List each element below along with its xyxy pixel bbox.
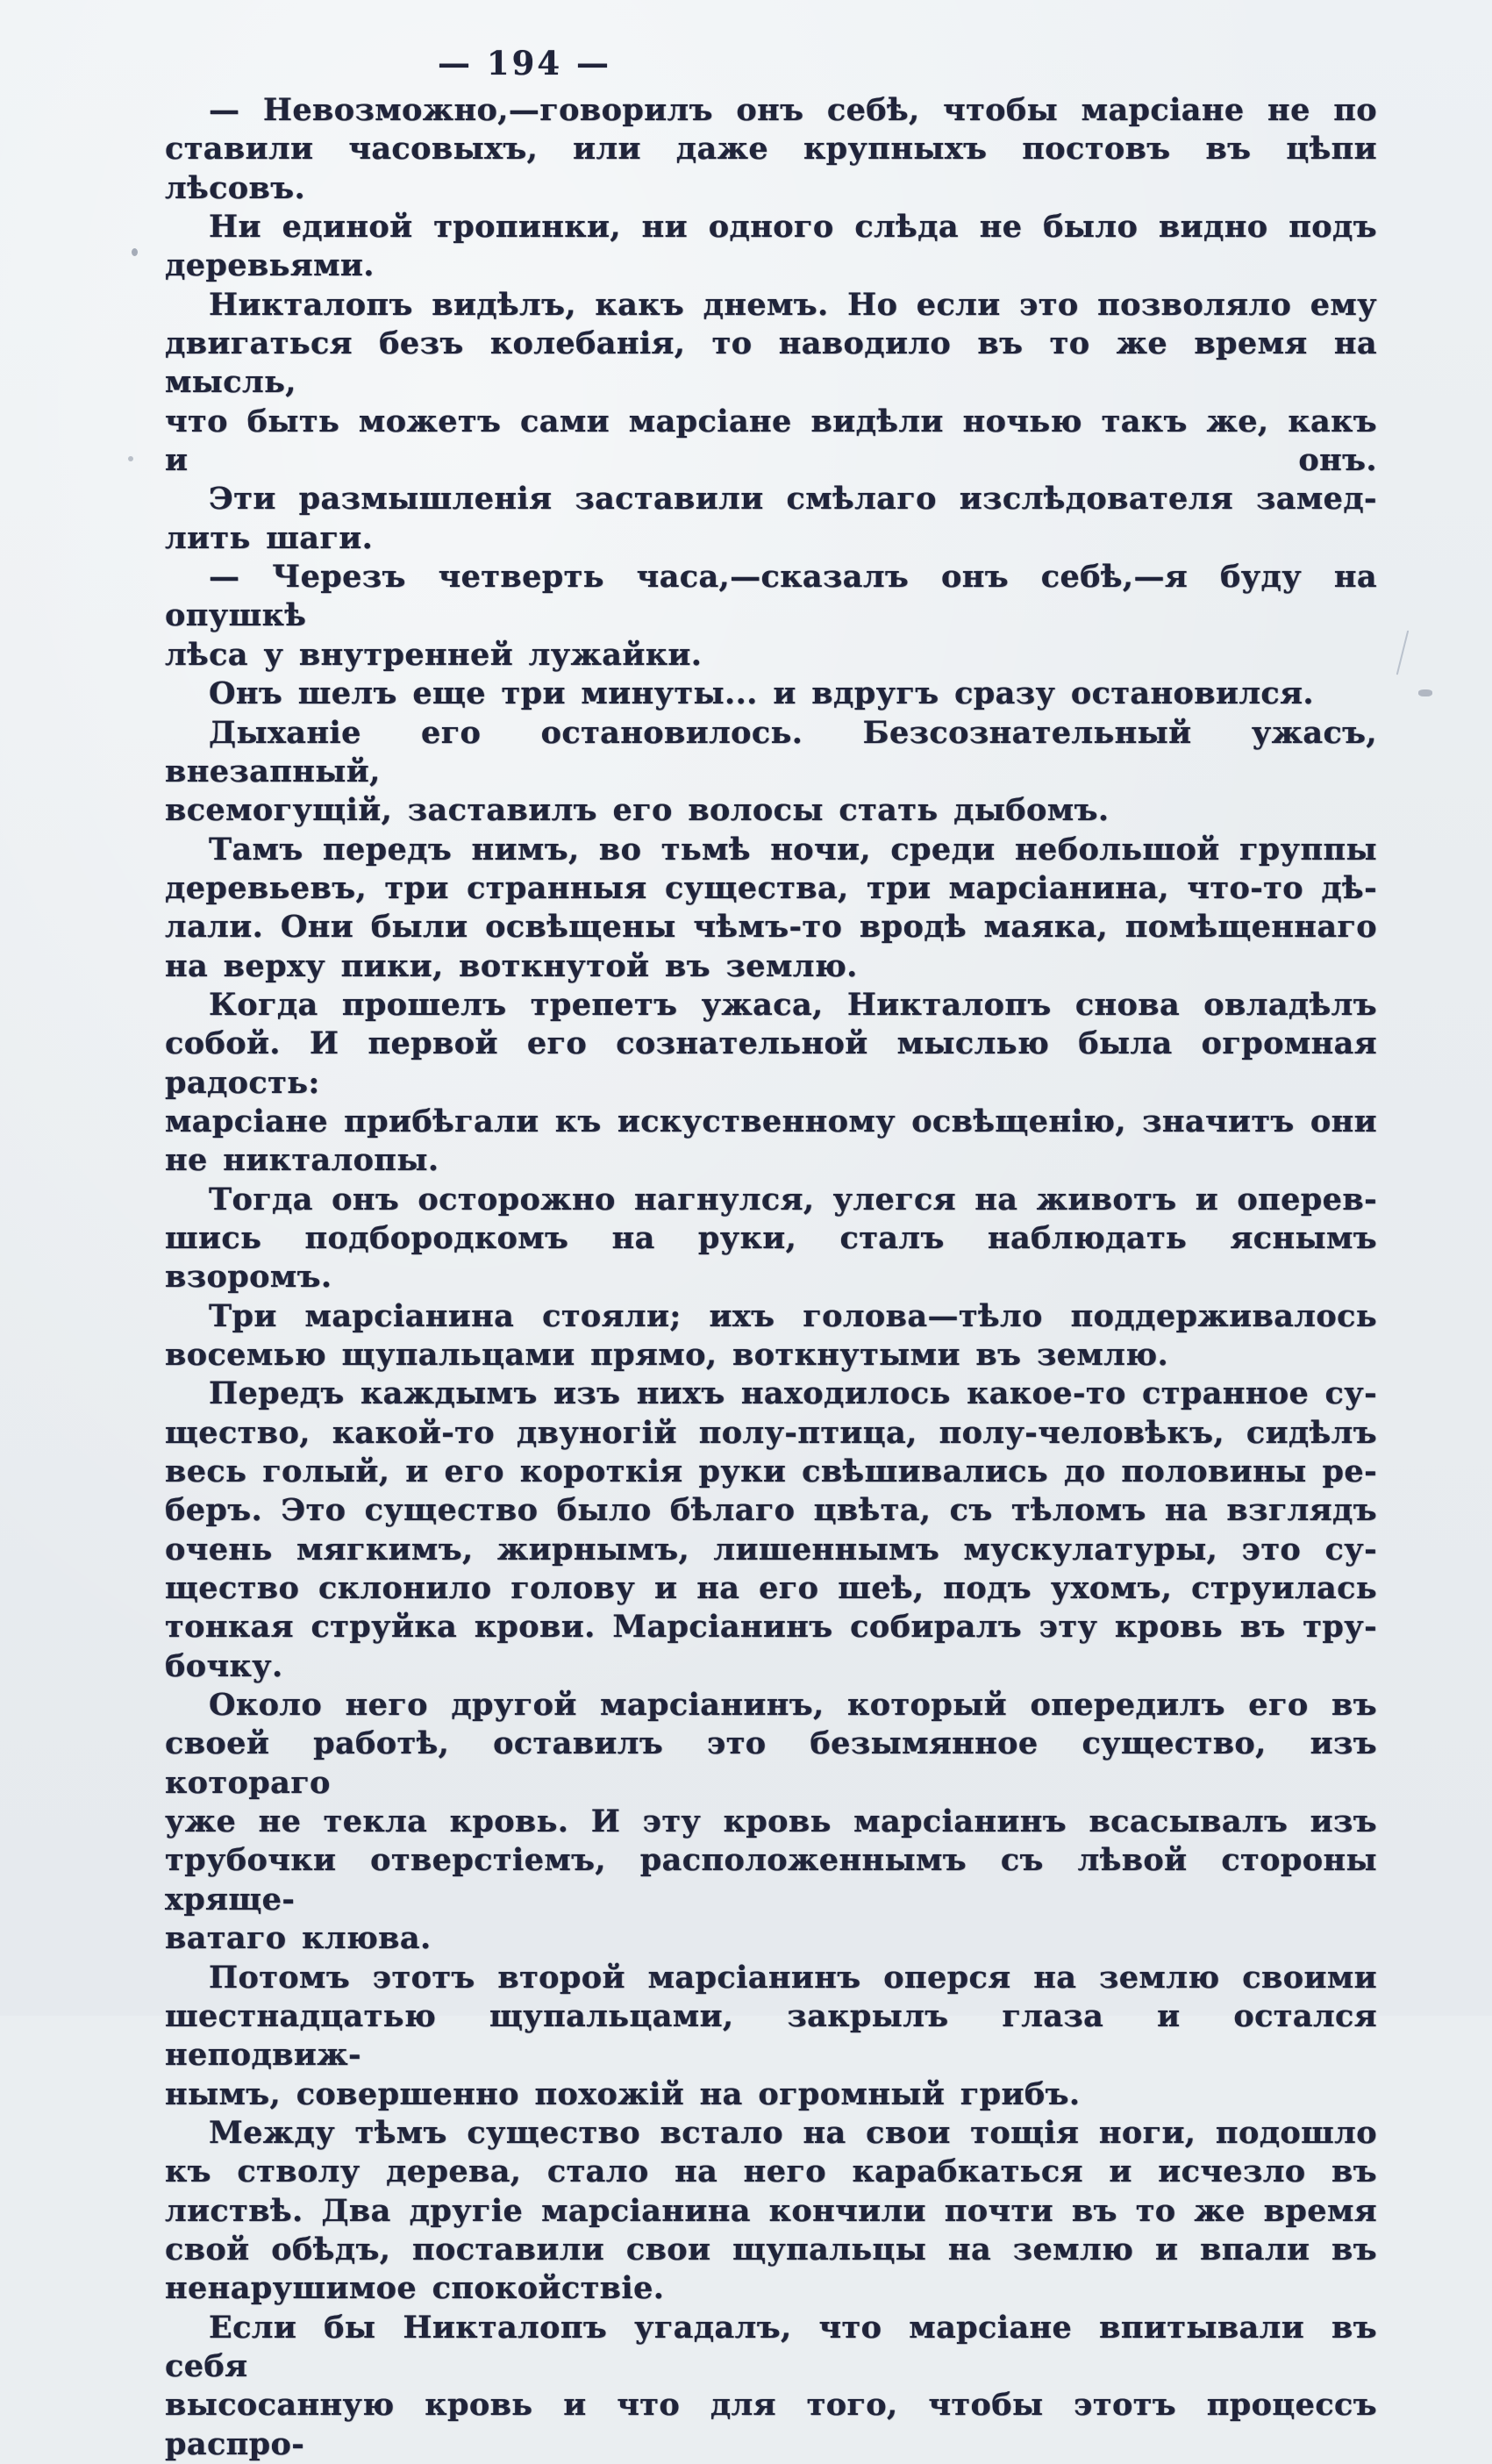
text-line: — Невозможно,—говорилъ онъ себѣ, чтобы марсіане не по xyxy=(209,92,1377,128)
text-line: двигаться безъ колебанія, то наводило въ то же время на мысль, xyxy=(165,325,1377,401)
text-line: щество, какой-то двуногій полу-птица, полу-человѣкъ, сидѣлъ xyxy=(165,1414,1377,1451)
scan-speck xyxy=(1418,689,1432,696)
text-line: Дыханіе его остановилось. Безсознательный ужасъ, внезапный, xyxy=(165,714,1377,789)
text-line: деревьевъ, три странныя существа, три марсіанина, что-то дѣ- xyxy=(165,869,1377,906)
text-line: лить шаги. xyxy=(165,519,374,556)
text-line: уже не текла кровь. И эту кровь марсіанинъ всасывалъ изъ xyxy=(165,1803,1377,1840)
text-line: Передъ каждымъ изъ нихъ находилось какое-то странное су- xyxy=(209,1375,1377,1412)
text-line: — Черезъ четверть часа,—сказалъ онъ себѣ,—я буду на опушкѣ xyxy=(165,559,1377,634)
text-line: что быть можетъ сами марсіане видѣли ночью такъ же, какъ и онъ. xyxy=(165,403,1377,479)
scan-speck xyxy=(132,248,138,256)
text-line: лали. Они были освѣщены чѣмъ-то вродѣ маяка, помѣщеннаго xyxy=(165,909,1377,946)
text-line: къ стволу дерева, стало на него карабкаться и исчезло въ xyxy=(165,2153,1377,2190)
text-line: Потомъ этотъ второй марсіанинъ оперся на землю своими xyxy=(209,1959,1377,1996)
text-line: Никталопъ видѣлъ, какъ днемъ. Но если это позволяло ему xyxy=(209,286,1377,323)
text-line: деревьями. xyxy=(165,247,375,284)
text-line: своей работѣ, оставилъ это безымянное существо, изъ котораго xyxy=(165,1725,1377,1801)
text-line: марсіане прибѣгали къ искуственному освѣщенію, значитъ они xyxy=(165,1103,1377,1139)
text-line: свой обѣдъ, поставили свои щупальцы на землю и впали въ xyxy=(165,2231,1377,2268)
text-line: на верху пики, воткнутой въ землю. xyxy=(165,947,858,984)
page-number-header: — 194 — xyxy=(438,44,611,82)
text-line: листвѣ. Два другіе марсіанина кончили почти въ то же время xyxy=(165,2192,1377,2229)
text-line: Тогда онъ осторожно нагнулся, улегся на животъ и оперев- xyxy=(209,1181,1377,1218)
text-line: всемогущій, заставилъ его волосы стать дыбомъ. xyxy=(165,792,1110,829)
text-line: не никталопы. xyxy=(165,1142,439,1179)
text-block xyxy=(165,91,1377,2464)
text-line: ватаго клюва. xyxy=(165,1920,432,1957)
text-line: тонкая струйка крови. Марсіанинъ собиралъ эту кровь въ тру- xyxy=(165,1609,1377,1646)
text-line: Три марсіанина стояли; ихъ голова—тѣло поддерживалось xyxy=(209,1297,1377,1334)
scan-speck xyxy=(128,456,133,461)
text-line: ненарушимое спокойствіе. xyxy=(165,2270,665,2307)
text-line: восемью щупальцами прямо, воткнутыми въ землю. xyxy=(165,1337,1169,1373)
text-line: Между тѣмъ существо встало на свои тощія ноги, подошло xyxy=(209,2114,1377,2151)
scan-scratch xyxy=(1396,631,1410,675)
text-line: Эти размышленія заставили смѣлаго изслѣдователя замед- xyxy=(209,481,1377,518)
text-line: высосанную кровь и что для того, чтобы этотъ процессъ распро- xyxy=(165,2387,1377,2462)
text-line: Ни единой тропинки, ни одного слѣда не было видно подъ xyxy=(209,209,1377,246)
text-line: собой. И первой его сознательной мыслью была огромная радость: xyxy=(165,1025,1377,1101)
text-line: лѣса у внутренней лужайки. xyxy=(165,636,703,673)
text-line: весь голый, и его короткія руки свѣшивались до половины ре- xyxy=(165,1453,1377,1490)
text-line: бочку. xyxy=(165,1647,283,1684)
text-line: щество склонило голову и на его шеѣ, подъ ухомъ, струилась xyxy=(165,1570,1377,1607)
text-line: шись подбородкомъ на руки, сталъ наблюдать яснымъ взоромъ. xyxy=(165,1219,1377,1296)
text-line: очень мягкимъ, жирнымъ, лишеннымъ мускулатуры, это су- xyxy=(165,1531,1377,1568)
text-line: Около него другой марсіанинъ, который опередилъ его въ xyxy=(209,1687,1377,1724)
text-line: нымъ, совершенно похожій на огромный грибъ. xyxy=(165,2075,1081,2112)
text-line: беръ. Это существо было бѣлаго цвѣта, съ тѣломъ на взглядъ xyxy=(165,1492,1377,1529)
text-line: ставили часовыхъ, или даже крупныхъ постовъ въ цѣпи лѣсовъ. xyxy=(165,131,1377,206)
text-line: Когда прошелъ трепетъ ужаса, Никталопъ снова овладѣлъ xyxy=(209,986,1377,1023)
text-line: трубочки отверстіемъ, расположеннымъ съ лѣвой стороны хряще- xyxy=(165,1842,1377,1918)
text-line: Онъ шелъ еще три минуты... и вдругъ сразу остановился. xyxy=(209,675,1314,712)
text-line: Если бы Никталопъ угадалъ, что марсіане впитывали въ себя xyxy=(165,2309,1377,2384)
text-line: Тамъ передъ нимъ, во тьмѣ ночи, среди небольшой группы xyxy=(209,831,1377,868)
text-line: шестнадцатью щупальцами, закрылъ глаза и остался неподвиж- xyxy=(165,1997,1377,2074)
